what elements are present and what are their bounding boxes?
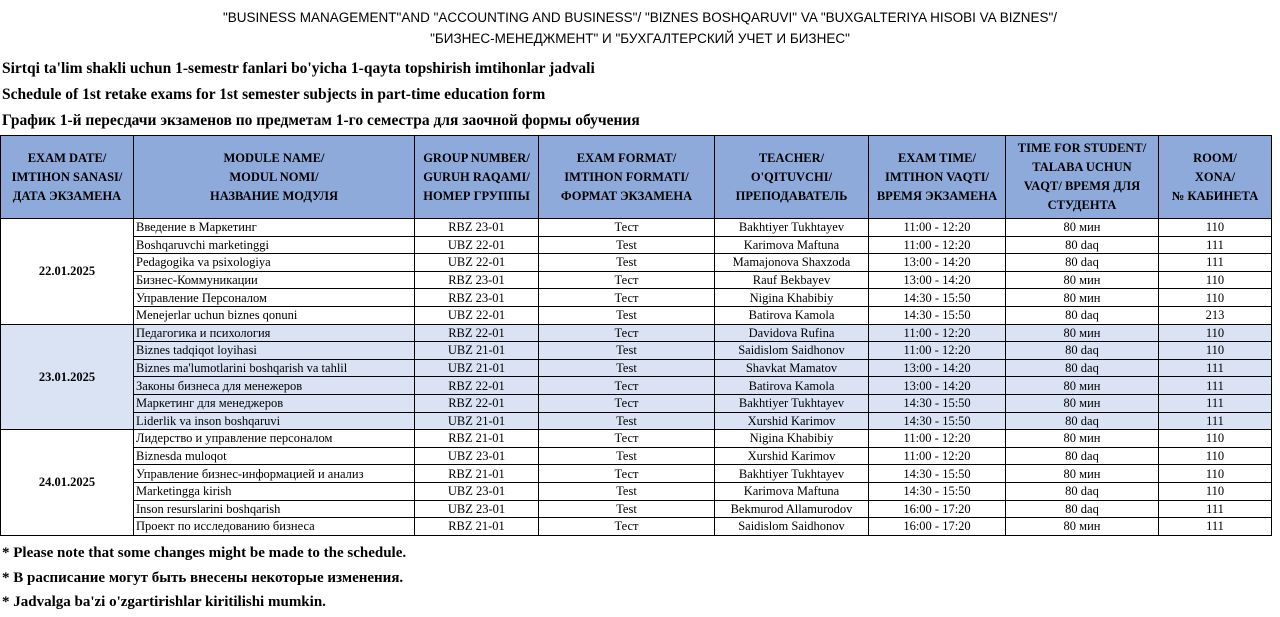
header-line: № КАБИНЕТА [1171, 188, 1259, 203]
module-name-cell: Biznesda muloqot [134, 447, 415, 465]
header-row [1, 136, 1272, 219]
module-name-cell: Управление Персоналом [134, 289, 415, 307]
header-exam-time [869, 136, 1006, 219]
header-line: ПРЕПОДАВАТЕЛЬ [735, 188, 848, 203]
exam-time-cell: 16:00 - 17:20 [869, 518, 1006, 536]
teacher-cell: Karimova Maftuna [715, 236, 869, 254]
exam-time-cell: 14:30 - 15:50 [869, 394, 1006, 412]
teacher-cell: Bakhtiyer Tukhtayev [715, 394, 869, 412]
module-name-cell: Лидерство и управление персоналом [134, 430, 415, 448]
note-ru: * В расписание могут быть внесены некоторые изменения. [2, 570, 404, 586]
header-line: TEACHER/ [758, 150, 825, 165]
group-number-cell: UBZ 21-01 [415, 342, 539, 360]
room-cell: 110 [1159, 342, 1272, 360]
header-line: XONA/ [1194, 169, 1236, 184]
table-row [1, 324, 1272, 342]
time-for-student-cell: 80 мин [1006, 430, 1159, 448]
room-cell: 111 [1159, 412, 1272, 430]
exam-time-cell: 11:00 - 12:20 [869, 236, 1006, 254]
table-row [1, 359, 1272, 377]
header-line: НАЗВАНИЕ МОДУЛЯ [209, 188, 339, 203]
room-cell: 110 [1159, 219, 1272, 237]
header-line: ВРЕМЯ ЭКЗАМЕНА [876, 188, 998, 203]
group-number-cell: UBZ 22-01 [415, 236, 539, 254]
group-number-cell: RBZ 22-01 [415, 377, 539, 395]
room-cell: 111 [1159, 394, 1272, 412]
header-line: IMTIHON FORMATI/ [564, 169, 689, 184]
group-number-cell: UBZ 23-01 [415, 482, 539, 500]
exam-time-cell: 14:30 - 15:50 [869, 412, 1006, 430]
header-line: EXAM TIME/ [898, 150, 976, 165]
time-for-student-cell: 80 мин [1006, 465, 1159, 483]
module-name-cell: Inson resurslarini boshqarish [134, 500, 415, 518]
exam-time-cell: 11:00 - 12:20 [869, 219, 1006, 237]
time-for-student-cell: 80 мин [1006, 289, 1159, 307]
header-line: СТУДЕНТА [1047, 198, 1117, 212]
exam-format-cell: Тест [539, 324, 715, 342]
exam-format-cell: Test [539, 236, 715, 254]
header-line: TALABA UCHUN [1032, 160, 1132, 174]
table-row [1, 394, 1272, 412]
module-name-cell: Liderlik va inson boshqaruvi [134, 412, 415, 430]
time-for-student-cell: 80 daq [1006, 447, 1159, 465]
teacher-cell: Karimova Maftuna [715, 482, 869, 500]
exam-format-cell: Тест [539, 219, 715, 237]
exam-date-cell: 22.01.2025 [1, 219, 134, 325]
group-number-cell: UBZ 23-01 [415, 447, 539, 465]
exam-time-cell: 14:30 - 15:50 [869, 482, 1006, 500]
header-line: EXAM FORMAT/ [576, 150, 677, 165]
exam-format-cell: Test [539, 447, 715, 465]
group-number-cell: UBZ 22-01 [415, 254, 539, 272]
exam-format-cell: Тест [539, 394, 715, 412]
module-name-cell: Pedagogika va psixologiya [134, 254, 415, 272]
group-number-cell: RBZ 23-01 [415, 271, 539, 289]
subtitle-ru: График 1-й пересдачи экзаменов по предметам 1-го семестра для заочной формы обучения [2, 112, 640, 129]
header-line: VAQT/ ВРЕМЯ ДЛЯ [1023, 179, 1141, 193]
teacher-cell: Bakhtiyer Tukhtayev [715, 465, 869, 483]
room-cell: 110 [1159, 430, 1272, 448]
header-line: GURUH RAQAMI/ [423, 169, 530, 184]
note-uz: * Jadvalga ba'zi o'zgartirishlar kiritilishi mumkin. [2, 594, 326, 610]
header-line: НОМЕР ГРУППЫ [423, 188, 530, 203]
exam-format-cell: Тест [539, 430, 715, 448]
title-line-2: "БИЗНЕС-МЕНЕДЖМЕНТ" И "БУХГАЛТЕРСКИЙ УЧЕТ И БИЗНЕС" [430, 31, 850, 46]
room-cell: 110 [1159, 324, 1272, 342]
room-cell: 110 [1159, 271, 1272, 289]
module-name-cell: Проект по исследованию бизнеса [134, 518, 415, 536]
teacher-cell: Saidislom Saidhonov [715, 518, 869, 536]
exam-time-cell: 14:30 - 15:50 [869, 465, 1006, 483]
exam-format-cell: Test [539, 412, 715, 430]
module-name-cell: Управление бизнес-информацией и анализ [134, 465, 415, 483]
exam-format-cell: Test [539, 359, 715, 377]
room-cell: 111 [1159, 359, 1272, 377]
header-group-number [415, 136, 539, 219]
exam-format-cell: Test [539, 306, 715, 324]
room-cell: 111 [1159, 518, 1272, 536]
group-number-cell: RBZ 23-01 [415, 289, 539, 307]
header-line: MODULE NAME/ [223, 150, 325, 165]
group-number-cell: RBZ 22-01 [415, 324, 539, 342]
exam-time-cell: 11:00 - 12:20 [869, 447, 1006, 465]
exam-format-cell: Test [539, 482, 715, 500]
header-exam-date [1, 136, 134, 219]
teacher-cell: Batirova Kamola [715, 377, 869, 395]
room-cell: 111 [1159, 254, 1272, 272]
room-cell: 111 [1159, 377, 1272, 395]
group-number-cell: RBZ 23-01 [415, 219, 539, 237]
exam-time-cell: 13:00 - 14:20 [869, 271, 1006, 289]
group-number-cell: RBZ 22-01 [415, 394, 539, 412]
group-number-cell: UBZ 22-01 [415, 306, 539, 324]
module-name-cell: Введение в Маркетинг [134, 219, 415, 237]
table-row [1, 271, 1272, 289]
teacher-cell: Davidova Rufina [715, 324, 869, 342]
module-name-cell: Marketingga kirish [134, 482, 415, 500]
table-row [1, 254, 1272, 272]
teacher-cell: Bekmurod Allamurodov [715, 500, 869, 518]
header-line: O'QITUVCHI/ [750, 169, 833, 184]
exam-format-cell: Тест [539, 289, 715, 307]
table-row [1, 500, 1272, 518]
group-number-cell: RBZ 21-01 [415, 518, 539, 536]
table-row [1, 342, 1272, 360]
time-for-student-cell: 80 daq [1006, 254, 1159, 272]
header-exam-format [539, 136, 715, 219]
teacher-cell: Bakhtiyer Tukhtayev [715, 219, 869, 237]
time-for-student-cell: 80 мин [1006, 324, 1159, 342]
table-row [1, 482, 1272, 500]
table-row [1, 430, 1272, 448]
exam-format-cell: Тест [539, 271, 715, 289]
exam-format-cell: Test [539, 254, 715, 272]
time-for-student-cell: 80 daq [1006, 342, 1159, 360]
table-row [1, 518, 1272, 536]
table-row [1, 465, 1272, 483]
time-for-student-cell: 80 мин [1006, 219, 1159, 237]
exam-time-cell: 16:00 - 17:20 [869, 500, 1006, 518]
teacher-cell: Batirova Kamola [715, 306, 869, 324]
module-name-cell: Biznes ma'lumotlarini boshqarish va tahlil [134, 359, 415, 377]
time-for-student-cell: 80 daq [1006, 412, 1159, 430]
room-cell: 110 [1159, 482, 1272, 500]
time-for-student-cell: 80 daq [1006, 500, 1159, 518]
teacher-cell: Nigina Khabibiy [715, 289, 869, 307]
note-en: * Please note that some changes might be made to the schedule. [2, 545, 407, 561]
room-cell: 111 [1159, 500, 1272, 518]
exam-time-cell: 13:00 - 14:20 [869, 377, 1006, 395]
group-number-cell: UBZ 21-01 [415, 412, 539, 430]
table-row [1, 377, 1272, 395]
header-time-for-student [1006, 136, 1159, 219]
title-line-1: "BUSINESS MANAGEMENT"AND "ACCOUNTING AND BUSINESS"/ "BIZNES BOSHQARUVI" VA "BUXGALTERIYA HISOBI VA BIZNES"/ [222, 10, 1057, 25]
time-for-student-cell: 80 daq [1006, 482, 1159, 500]
header-line: ФОРМАТ ЭКЗАМЕНА [560, 188, 693, 203]
header-line: GROUP NUMBER/ [423, 150, 530, 165]
header-module-name [134, 136, 415, 219]
module-name-cell: Законы бизнеса для менежеров [134, 377, 415, 395]
table-row [1, 447, 1272, 465]
exam-time-cell: 14:30 - 15:50 [869, 306, 1006, 324]
table-row [1, 412, 1272, 430]
group-number-cell: RBZ 21-01 [415, 430, 539, 448]
exam-time-cell: 11:00 - 12:20 [869, 430, 1006, 448]
room-cell: 110 [1159, 289, 1272, 307]
exam-time-cell: 11:00 - 12:20 [869, 324, 1006, 342]
teacher-cell: Xurshid Karimov [715, 447, 869, 465]
room-cell: 110 [1159, 465, 1272, 483]
time-for-student-cell: 80 мин [1006, 271, 1159, 289]
table-row [1, 236, 1272, 254]
exam-format-cell: Тест [539, 377, 715, 395]
subtitle-uz: Sirtqi ta'lim shakli uchun 1-semestr fanlari bo'yicha 1-qayta topshirish imtihonlar jadvali [2, 60, 595, 77]
teacher-cell: Nigina Khabibiy [715, 430, 869, 448]
group-number-cell: UBZ 23-01 [415, 500, 539, 518]
module-name-cell: Бизнес-Коммуникации [134, 271, 415, 289]
header-room [1159, 136, 1272, 219]
module-name-cell: Маркетинг для менеджеров [134, 394, 415, 412]
teacher-cell: Shavkat Mamatov [715, 359, 869, 377]
table-row [1, 289, 1272, 307]
header-teacher [715, 136, 869, 219]
header-line: MODUL NOMI/ [229, 169, 319, 184]
exam-format-cell: Test [539, 500, 715, 518]
subtitle-en: Schedule of 1st retake exams for 1st semester subjects in part-time education form [2, 86, 546, 103]
header-line: EXAM DATE/ [27, 150, 107, 165]
exam-time-cell: 11:00 - 12:20 [869, 342, 1006, 360]
time-for-student-cell: 80 мин [1006, 377, 1159, 395]
header-line: TIME FOR STUDENT/ [1017, 141, 1147, 155]
module-name-cell: Biznes tadqiqot loyihasi [134, 342, 415, 360]
teacher-cell: Mamajonova Shaxzoda [715, 254, 869, 272]
exam-format-cell: Test [539, 342, 715, 360]
group-number-cell: RBZ 21-01 [415, 465, 539, 483]
table-row [1, 306, 1272, 324]
teacher-cell: Xurshid Karimov [715, 412, 869, 430]
teacher-cell: Rauf Bekbayev [715, 271, 869, 289]
time-for-student-cell: 80 daq [1006, 306, 1159, 324]
group-number-cell: UBZ 21-01 [415, 359, 539, 377]
time-for-student-cell: 80 daq [1006, 359, 1159, 377]
teacher-cell: Saidislom Saidhonov [715, 342, 869, 360]
exam-time-cell: 13:00 - 14:20 [869, 359, 1006, 377]
exam-format-cell: Тест [539, 465, 715, 483]
module-name-cell: Педагогика и психология [134, 324, 415, 342]
module-name-cell: Menejerlar uchun biznes qonuni [134, 306, 415, 324]
time-for-student-cell: 80 мин [1006, 394, 1159, 412]
time-for-student-cell: 80 мин [1006, 518, 1159, 536]
header-line: ROOM/ [1193, 150, 1237, 165]
room-cell: 110 [1159, 447, 1272, 465]
exam-date-cell: 23.01.2025 [1, 324, 134, 430]
module-name-cell: Boshqaruvchi marketinggi [134, 236, 415, 254]
exam-time-cell: 13:00 - 14:20 [869, 254, 1006, 272]
exam-date-cell: 24.01.2025 [1, 430, 134, 536]
room-cell: 213 [1159, 306, 1272, 324]
exam-schedule-table [0, 135, 1272, 536]
time-for-student-cell: 80 daq [1006, 236, 1159, 254]
header-line: IMTIHON VAQTI/ [884, 169, 990, 184]
table-row [1, 219, 1272, 237]
header-line: IMTIHON SANASI/ [11, 169, 123, 184]
exam-format-cell: Тест [539, 518, 715, 536]
room-cell: 111 [1159, 236, 1272, 254]
header-line: ДАТА ЭКЗАМЕНА [12, 188, 122, 203]
exam-time-cell: 14:30 - 15:50 [869, 289, 1006, 307]
